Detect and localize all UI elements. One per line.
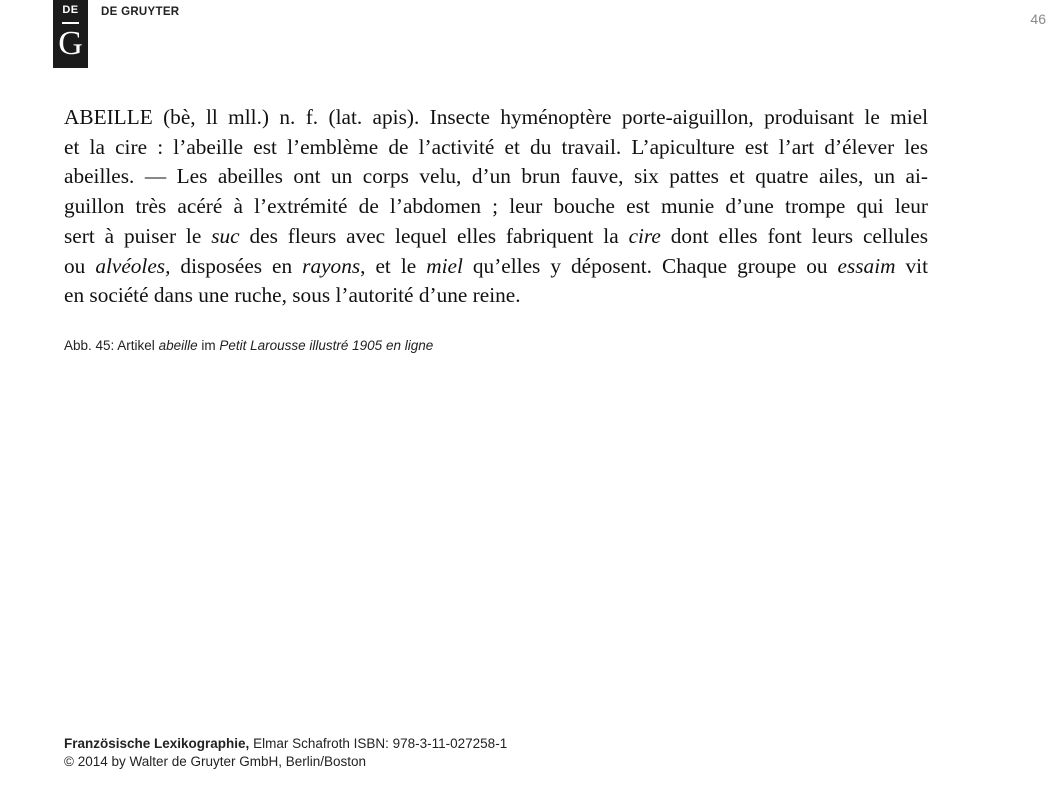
article-line (64, 192, 928, 222)
dictionary-article (64, 103, 928, 311)
article-italic-term: miel (426, 253, 463, 278)
caption-headword: abeille (158, 338, 198, 353)
article-line (64, 222, 928, 252)
footer-copyright: © 2014 by Walter de Gruyter GmbH, Berlin/Boston (64, 754, 367, 769)
caption-middle: im (197, 338, 220, 353)
logo-divider (62, 22, 79, 24)
article-italic-term: alvéoles, (95, 253, 171, 278)
article-italic-term: essaim (837, 253, 896, 278)
article-text: guillon très acéré à l’extrémité de l’abdomen ; leur bouche est munie d’une trompe qui leur (64, 194, 928, 219)
article-line (64, 252, 928, 282)
article-text: en société dans une ruche, sous l’autorité d’une reine. (64, 283, 521, 308)
article-text: vit (895, 253, 928, 278)
article-text: sert à puiser le (64, 223, 212, 248)
article-text: abeilles. — Les abeilles ont un corps velu, d’un brun fauve, six pattes et quatre ailes, un ai- (64, 164, 928, 189)
footer-citation (64, 735, 507, 753)
article-text: ABEILLE (bè, ll mll.) n. f. (lat. apis). Insecte hyménoptère porte-aiguillon, produisant le miel (64, 105, 928, 129)
article-italic-term: cire (628, 223, 661, 248)
article-text: qu’elles y déposent. Chaque groupe ou (462, 253, 838, 278)
footer-details: Elmar Schafroth ISBN: 978-3-11-027258-1 (249, 736, 508, 751)
publisher-logo (53, 0, 88, 68)
article-italic-term: rayons (302, 253, 361, 278)
logo-g-text: G (58, 25, 83, 62)
footer (64, 735, 507, 771)
article-line (64, 133, 928, 163)
article-text: , et le (360, 253, 427, 278)
article-italic-term: suc (211, 223, 240, 248)
article-text: et la cire : l’abeille est l’emblème de l’activité et du travail. L’apiculture est l’art d’élever les (64, 134, 928, 159)
article-text: dont elles font leurs cellules (660, 223, 928, 248)
article-line (64, 162, 928, 192)
page-number: 46 (1030, 11, 1046, 27)
article-line (64, 281, 928, 311)
article-text: des fleurs avec lequel elles fabriquent la (239, 223, 629, 248)
footer-book-title: Französische Lexikographie, (64, 736, 250, 751)
publisher-name: DE GRUYTER (101, 6, 180, 18)
article-line (64, 103, 928, 133)
article-text: disposées en (170, 253, 303, 278)
caption-source: Petit Larousse illustré 1905 en ligne (219, 338, 434, 353)
figure-caption (64, 338, 433, 353)
caption-prefix: Abb. 45: Artikel (64, 338, 159, 353)
article-text: ou (64, 253, 96, 278)
logo-de-text: DE (62, 4, 79, 16)
